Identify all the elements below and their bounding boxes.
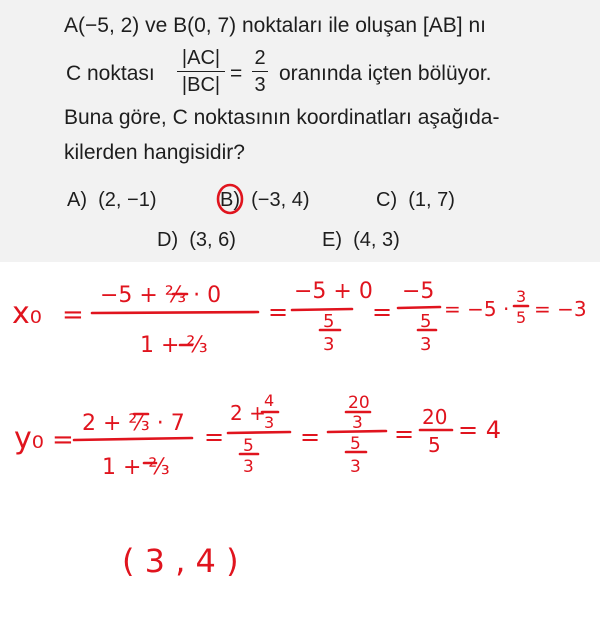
x-variable: x₀ — [12, 296, 42, 331]
y-variable: y₀ — [14, 421, 44, 456]
option-b-label: B) — [220, 189, 240, 211]
x-fraction-bar-1 — [92, 312, 258, 313]
question-line-4: kilerden hangisidir? — [64, 141, 245, 164]
x-step3-den-den: 3 — [420, 334, 432, 355]
option-a-value: (2, −1) — [98, 189, 157, 211]
answer-circle-mark — [218, 185, 242, 213]
y-equals-3: = — [300, 423, 321, 451]
y-step2-num-frac-num: 4 — [264, 391, 275, 410]
x-step3-numerator: −5 — [402, 279, 435, 304]
x-step2-den-num: 5 — [323, 311, 335, 332]
x-step1-numerator: −5 + ⅔ · 0 — [100, 283, 222, 308]
value-denominator: 3 — [254, 74, 266, 96]
y-step1-numerator: 2 + ⅔ · 7 — [82, 411, 185, 436]
x-equals-2: = — [268, 298, 289, 326]
y-step2-den-num: 5 — [243, 436, 254, 456]
y-step2-num-a: 2 + — [230, 401, 266, 425]
y-equals: = — [52, 425, 74, 455]
option-b-value: (−3, 4) — [251, 189, 310, 211]
option-a-label: A) — [67, 189, 87, 211]
final-answer: ( 3 , 4 ) — [122, 542, 239, 580]
x-equals: = — [62, 300, 84, 330]
y-step4-denominator: 5 — [428, 433, 441, 457]
equals-sign: = — [230, 62, 243, 85]
option-e-value: (4, 3) — [353, 229, 400, 251]
option-c-label: C) — [376, 189, 398, 211]
y-step2-num-frac-den: 3 — [264, 413, 275, 432]
option-c-value: (1, 7) — [408, 189, 455, 211]
x-step3-den-num: 5 — [420, 311, 432, 332]
x-fraction-bar-3 — [398, 307, 440, 308]
y-step3-num-den: 3 — [352, 413, 363, 433]
y-step3-num-num: 20 — [348, 393, 370, 413]
option-d-value: (3, 6) — [189, 229, 236, 251]
x-step4-frac-den: 5 — [516, 308, 527, 327]
y-step3-den-den: 3 — [350, 457, 361, 477]
x-step4: = −5 · — [444, 297, 510, 321]
x-step2-den-den: 3 — [323, 334, 335, 355]
x-step1-denominator: 1 + ⅔ — [140, 333, 208, 358]
y-result: = 4 — [458, 416, 502, 444]
y-fraction-bar-1 — [74, 438, 192, 440]
x-fraction-bar-2 — [292, 309, 352, 310]
x-equals-3: = — [372, 298, 393, 326]
y-step1-denominator: 1 + ⅔ — [102, 455, 170, 480]
y-equals-4: = — [394, 420, 415, 448]
ratio-denominator: |BC| — [181, 74, 221, 96]
ratio-numerator: |AC| — [181, 47, 221, 69]
question-line-1: A(−5, 2) ve B(0, 7) noktaları ile oluşan [AB] nı — [64, 14, 486, 37]
question-line-3: Buna göre, C noktasının koordinatları aşağıda- — [64, 106, 500, 129]
y-fraction-bar-2 — [228, 432, 290, 433]
y-step3-den-num: 5 — [350, 434, 361, 454]
option-e-label: E) — [322, 229, 342, 251]
question-line-2-prefix: C noktası — [66, 62, 155, 85]
x-step4-frac-num: 3 — [516, 287, 527, 306]
x-step2-numerator: −5 + 0 — [294, 279, 373, 304]
option-d-label: D) — [157, 229, 179, 251]
y-equals-2: = — [204, 423, 225, 451]
question-line-2-suffix: oranında içten bölüyor. — [279, 62, 492, 85]
x-result: = −3 — [534, 297, 587, 321]
y-step4-numerator: 20 — [422, 405, 448, 429]
y-step2-den-den: 3 — [243, 457, 254, 477]
value-numerator: 2 — [254, 47, 266, 69]
